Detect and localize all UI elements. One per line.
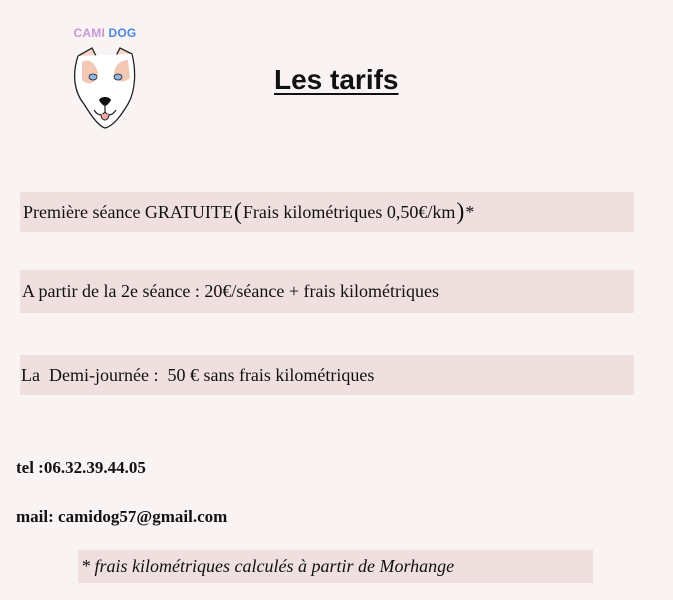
email-value[interactable]: camidog57@gmail.com bbox=[53, 507, 228, 526]
logo-word-cami: CAMI bbox=[73, 26, 105, 40]
footnote: * frais kilométriques calculés à partir de Morhange bbox=[78, 550, 593, 583]
price-row-first-session bbox=[20, 192, 634, 232]
page-title: Les tarifs bbox=[274, 64, 399, 95]
logo-word-dog: DOG bbox=[108, 26, 137, 40]
price-text: Première séance GRATUITE bbox=[23, 201, 233, 222]
price-text: La Demi-journée : 50 € sans frais kilométriques bbox=[21, 364, 375, 385]
dog-face-icon bbox=[70, 44, 140, 132]
email-label: mail: bbox=[16, 507, 54, 526]
open-paren: ( bbox=[233, 198, 242, 225]
email-line bbox=[16, 507, 227, 527]
camidog-logo bbox=[70, 26, 140, 132]
price-row-half-day bbox=[20, 355, 634, 395]
price-text: A partir de la 2e séance : 20€/séance + frais kilométriques bbox=[22, 281, 439, 301]
close-paren: ) bbox=[456, 198, 465, 225]
price-paren-text: Frais kilométriques 0,50€/km bbox=[242, 201, 456, 222]
asterisk: * bbox=[465, 201, 475, 222]
price-row-second-session bbox=[20, 270, 634, 313]
phone-number: tel :06.32.39.44.05 bbox=[16, 458, 146, 477]
logo-text bbox=[70, 26, 140, 40]
